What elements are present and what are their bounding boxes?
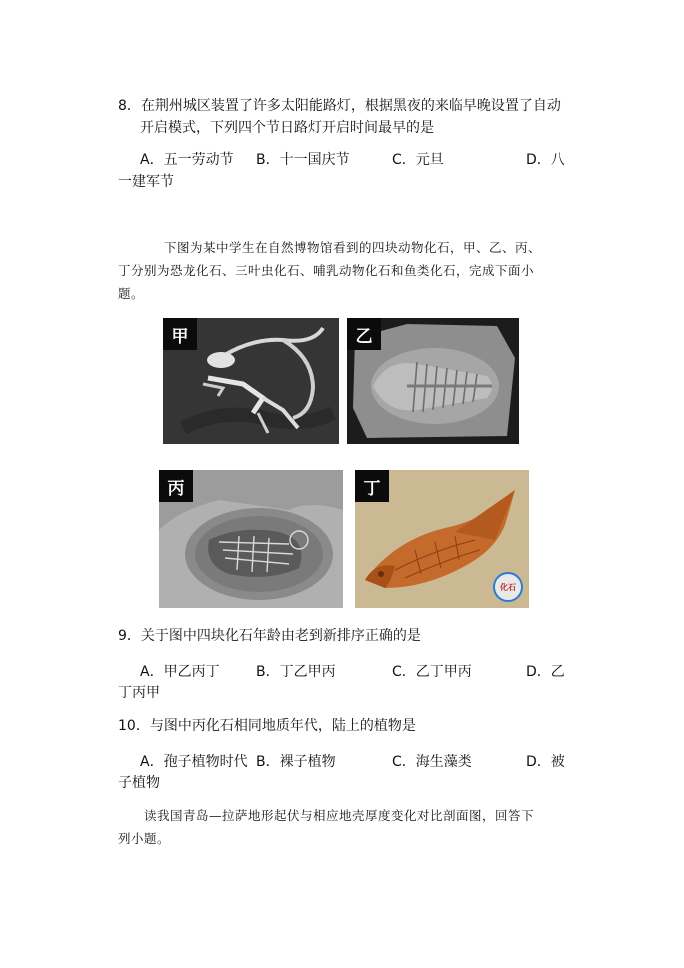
q9-option-a: A．甲乙丙丁 — [140, 664, 220, 680]
q10-stem: 10．与图中丙化石相同地质年代，陆上的植物是 — [118, 718, 416, 734]
q10-option-a: A．孢子植物时代 — [140, 754, 248, 770]
q9-option-d-wrap: 丁丙甲 — [118, 685, 160, 701]
q9-stem: 9．关于图中四块化石年龄由老到新排序正确的是 — [118, 628, 421, 644]
q8-option-d-wrap: 一建军节 — [118, 174, 174, 190]
passage1-line3: 题。 — [118, 286, 145, 301]
passage2-line1: 读我国青岛—拉萨地形起伏与相应地壳厚度变化对比剖面图，回答下 — [144, 808, 535, 823]
fossil-image-yi — [347, 318, 519, 444]
q8-option-c: C．元旦 — [392, 152, 444, 168]
passage2-line2: 列小题。 — [118, 831, 171, 846]
fossil-image-ding — [355, 470, 529, 608]
watermark-logo: 化石 — [493, 572, 523, 602]
q9-option-c: C．乙丁甲丙 — [392, 664, 472, 680]
fossil-label-ding: 丁 — [355, 470, 389, 502]
fossil-label-bing: 丙 — [159, 470, 193, 502]
fossil-image-bing — [159, 470, 343, 608]
passage1-line1: 下图为某中学生在自然博物馆看到的四块动物化石，甲、乙、丙、 — [164, 240, 542, 255]
fossil-label-jia: 甲 — [163, 318, 197, 350]
fossil-label-yi: 乙 — [347, 318, 381, 350]
q8-stem-line2: 开启模式，下列四个节日路灯开启时间最早的是 — [140, 120, 434, 136]
passage1-line2: 丁分别为恐龙化石、三叶虫化石、哺乳动物化石和鱼类化石，完成下面小 — [118, 263, 535, 278]
q8-option-a: A．五一劳动节 — [140, 152, 234, 168]
q10-option-b: B．裸子植物 — [256, 754, 336, 770]
fossil-image-jia — [163, 318, 339, 444]
q10-option-d-wrap: 子植物 — [118, 775, 160, 791]
q8-option-b: B．十一国庆节 — [256, 152, 350, 168]
q8-option-d: D．八 — [526, 152, 565, 168]
q9-option-d: D．乙 — [526, 664, 565, 680]
q10-option-d: D．被 — [526, 754, 565, 770]
q10-option-c: C．海生藻类 — [392, 754, 472, 770]
q9-option-b: B．丁乙甲丙 — [256, 664, 336, 680]
q8-stem-line1: 8．在荆州城区装置了许多太阳能路灯，根据黑夜的来临早晚设置了自动 — [118, 98, 561, 114]
